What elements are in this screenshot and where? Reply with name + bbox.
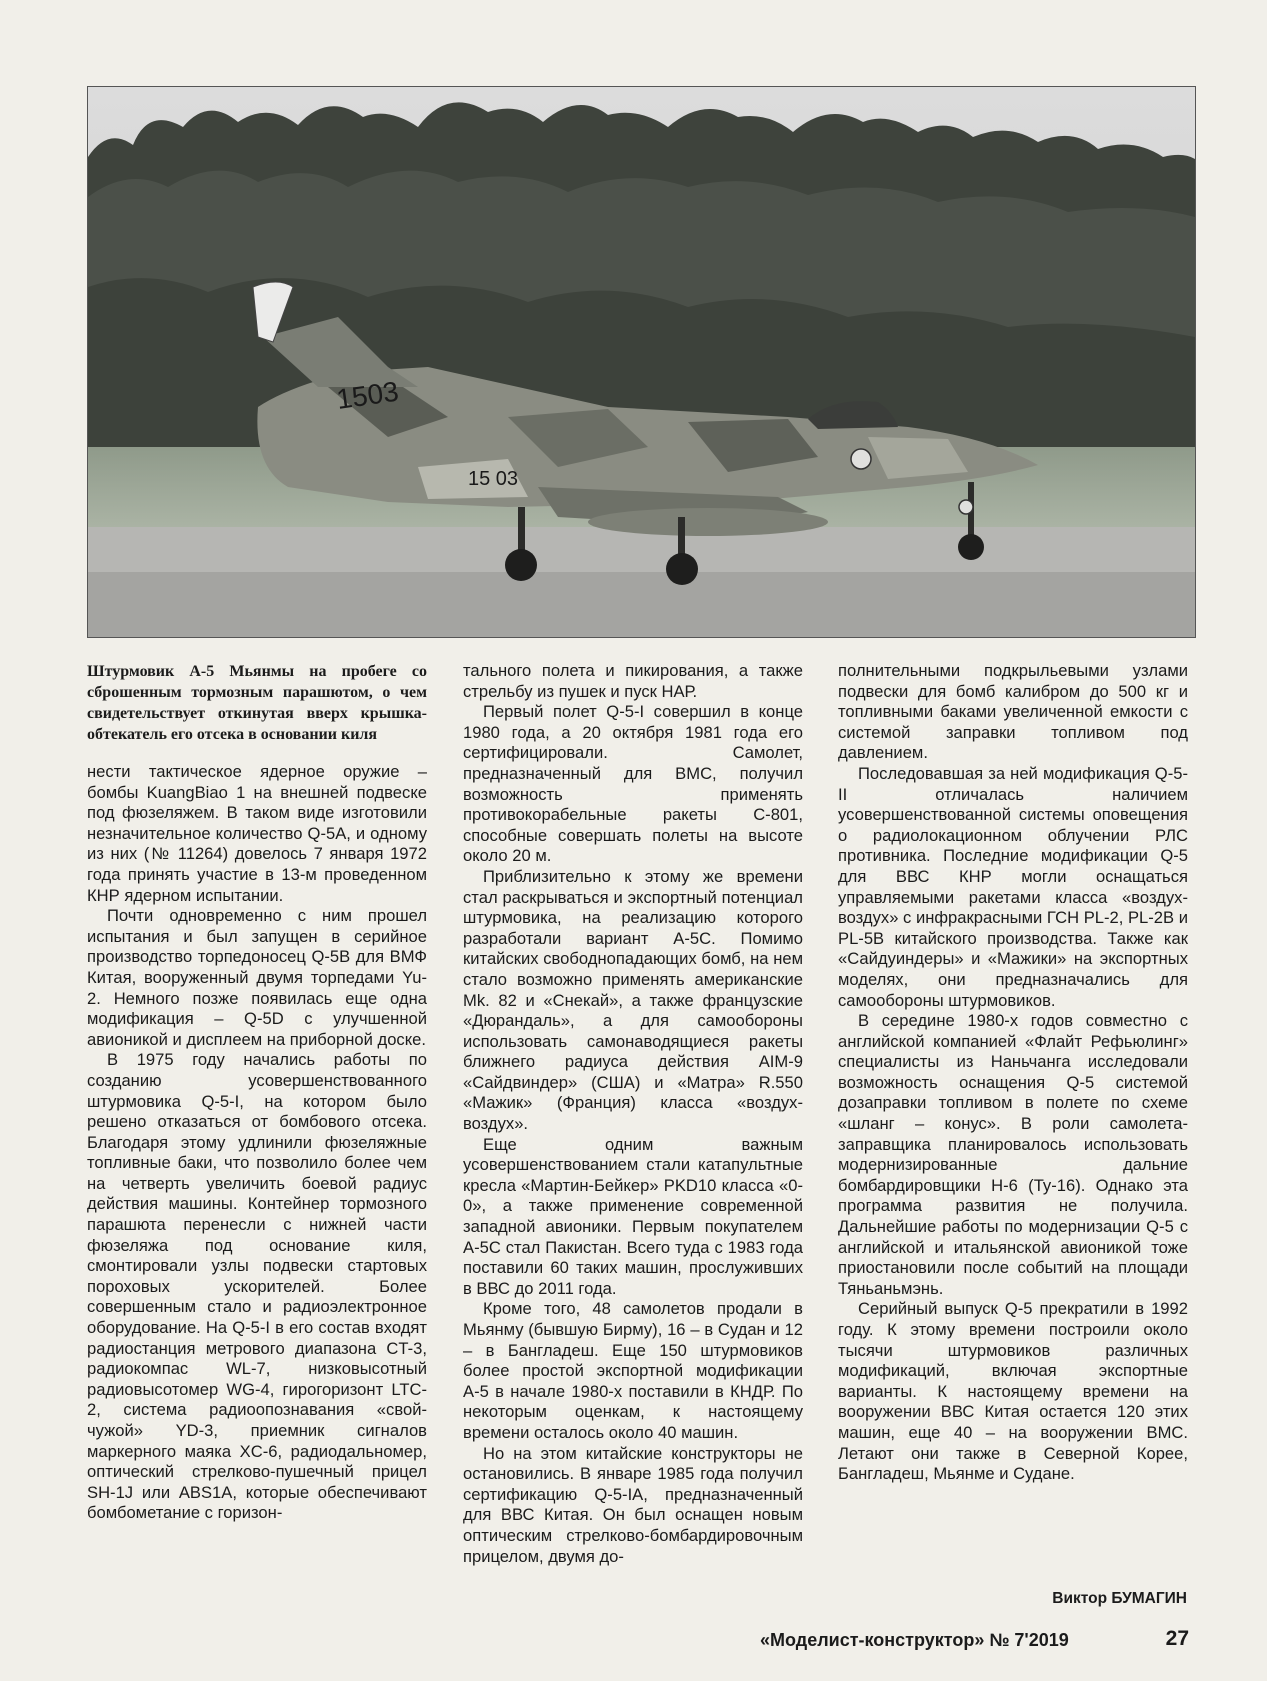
paragraph: Серийный выпуск Q-5 прекратили в 1992 году. К этому времени построили около тысячи штурмовиков различных модификаций, включая экспортные варианты. К настоящему времени на вооружении ВВС Китая остается 120 этих машин, еще 40 – на вооружении ВМС. Летают они также в Северной Корее, Бангладеш, Мьянме и Судане.: [838, 1299, 1188, 1484]
fin-number: 1503: [334, 375, 401, 415]
roundel-icon: [851, 449, 871, 469]
aircraft-photo-drawing: [88, 87, 1195, 637]
text-column-1: [87, 661, 427, 1524]
paragraph: В середине 1980-х годов совместно с английской компанией «Флайт Рефьюлинг» специалисты из Наньчанга исследовали возможность оснащения Q-5 системой дозаправки топливом в полете по схеме «шланг – конус». В роли самолета-заправщика планировалось использовать модернизированные дальние бомбардировщики H-6 (Ту-16). Однако эта программа развития не получила. Дальнейшие работы по модернизации Q-5 с английской и итальянской авионикой тоже приостановили после событий на площади Тяньаньмэнь.: [838, 1011, 1188, 1298]
paragraph: Но на этом китайские конструкторы не остановились. В январе 1985 года получил сертификацию Q-5-IA, предназначенный для ВВС Китая. Он был оснащен новым оптическим стрелково-бомбардировочным прицелом, двумя до-: [463, 1443, 803, 1566]
column-1-body: [87, 762, 427, 1524]
photo-caption: Штурмовик А-5 Мьянмы на пробеге со сброшенным тормозным парашютом, о чем свидетельствует откинутая вверх крышка-обтекатель его отсека в основании киля: [87, 663, 427, 743]
column-3-body: [838, 661, 1188, 1485]
paragraph: Почти одновременно с ним прошел испытания и был запущен в серийное производство торпедоносец Q-5B для ВМФ Китая, вооруженный двумя торпедами Yu-2. Немного позже появилась еще одна модификация – Q-5D с улучшенной авионикой и дисплеем на приборной доске.: [87, 906, 427, 1049]
paragraph: Первый полет Q-5-I совершил в конце 1980 года, а 20 октября 1981 года его сертифицировали. Самолет, предназначенный для ВМС, получил возможность применять противокорабельные ракеты C-801, способные совершать полеты на высоте около 20 м.: [463, 702, 803, 866]
magazine-footer: «Моделист-конструктор» № 7'2019: [760, 1630, 1069, 1650]
paragraph: Еще одним важным усовершенствованием стали катапультные кресла «Мартин-Бейкер» PKD10 класса «0-0», а также применение современной западной авионики. Первым покупателем А-5С стал Пакистан. Всего туда с 1983 года поставили 60 таких машин, прослуживших в ВВС до 2011 года.: [463, 1134, 803, 1298]
paragraph: Приблизительно к этому же времени стал раскрываться и экспортный потенциал штурмовика, на реализацию которого разработали вариант А-5С. Помимо китайских свободнопадающих бомб, на нем стало возможно применять американские Mk. 82 и «Снекай», а также французские «Дюрандаль», а для самообороны использовать самонаводящиеся ракеты ближнего радиуса действия AIM-9 «Сайдвиндер» (США) и «Матра» R.550 «Мажик» (Франция) класса «воздух-воздух».: [463, 866, 803, 1134]
paragraph: Последовавшая за ней модификация Q-5-II отличалась наличием усовершенствованной системы оповещения о радиолокационном облучении РЛС противника. Последние модификации Q-5 для ВВС КНР могли оснащаться управляемыми ракетами класса «воздух-воздух» с инфракрасными ГСН PL-2, PL-2B и PL-5B китайского производства. Также как «Сайдуиндеры» и «Мажики» на экспортных моделях, они предназначались для самообороны штурмовиков.: [838, 763, 1188, 1010]
paragraph: нести тактическое ядерное оружие – бомбы KuangBiao 1 на внешней подвеске под фюзеляжем. В таком виде изготовили незначительное количество Q-5A, и одному из них (№ 11264) довелось 7 января 1972 года принять участие в 13-м проведенном КНР ядерном испытании.: [87, 762, 427, 905]
text-column-2: [463, 661, 803, 1567]
paragraph: В 1975 году начались работы по созданию усовершенствованного штурмовика Q-5-I, на котором было решено отказаться от бомбового отсека. Благодаря этому удлинили фюзеляжные топливные баки, что позволило более чем на четверть увеличить боевой радиус действия машины. Контейнер тормозного парашюта перенесли с нижней части фюзеляжа под основание киля, смонтировали узлы подвески стартовых пороховых ускорителей. Более совершенным стало и радиоэлектронное оборудование. На Q-5-I в его состав входят радиостанция метрового диапазона CT-3, радиокомпас WL-7, низковысотный радиовысотомер WG-4, гирогоризонт LTC-2, система радиоопознавания «свой-чужой» YD-3, приемник сигналов маркерного маяка XC-6, радиодальномер, оптический стрелково-пушечный прицел SH-1J или ABS1A, которые обеспечивают бомбометание с горизон-: [87, 1050, 427, 1523]
paragraph: тального полета и пикирования, а также стрельбу из пушек и пуск НАР.: [463, 661, 803, 701]
roundel-icon: [959, 500, 973, 514]
text-column-3: [838, 661, 1188, 1485]
paragraph: Кроме того, 48 самолетов продали в Мьянму (бывшую Бирму), 16 – в Судан и 12 – в Бангладеш. Еще 150 штурмовиков более простой экспортной модификации А-5 в начале 1980-х поставили в КНДР. По некоторым оценкам, к настоящему времени осталось около 40 машин.: [463, 1299, 803, 1442]
fuselage-number: 15 03: [468, 468, 519, 490]
aircraft-photo: [87, 86, 1196, 638]
paragraph: полнительными подкрыльевыми узлами подвески для бомб калибром до 500 кг и топливными баками увеличенной емкости с системой заправки топливом под давлением.: [838, 661, 1188, 763]
article-author: Виктор БУМАГИН: [1052, 1590, 1187, 1607]
page-number: 27: [1165, 1627, 1189, 1650]
column-2-body: [463, 661, 803, 1567]
